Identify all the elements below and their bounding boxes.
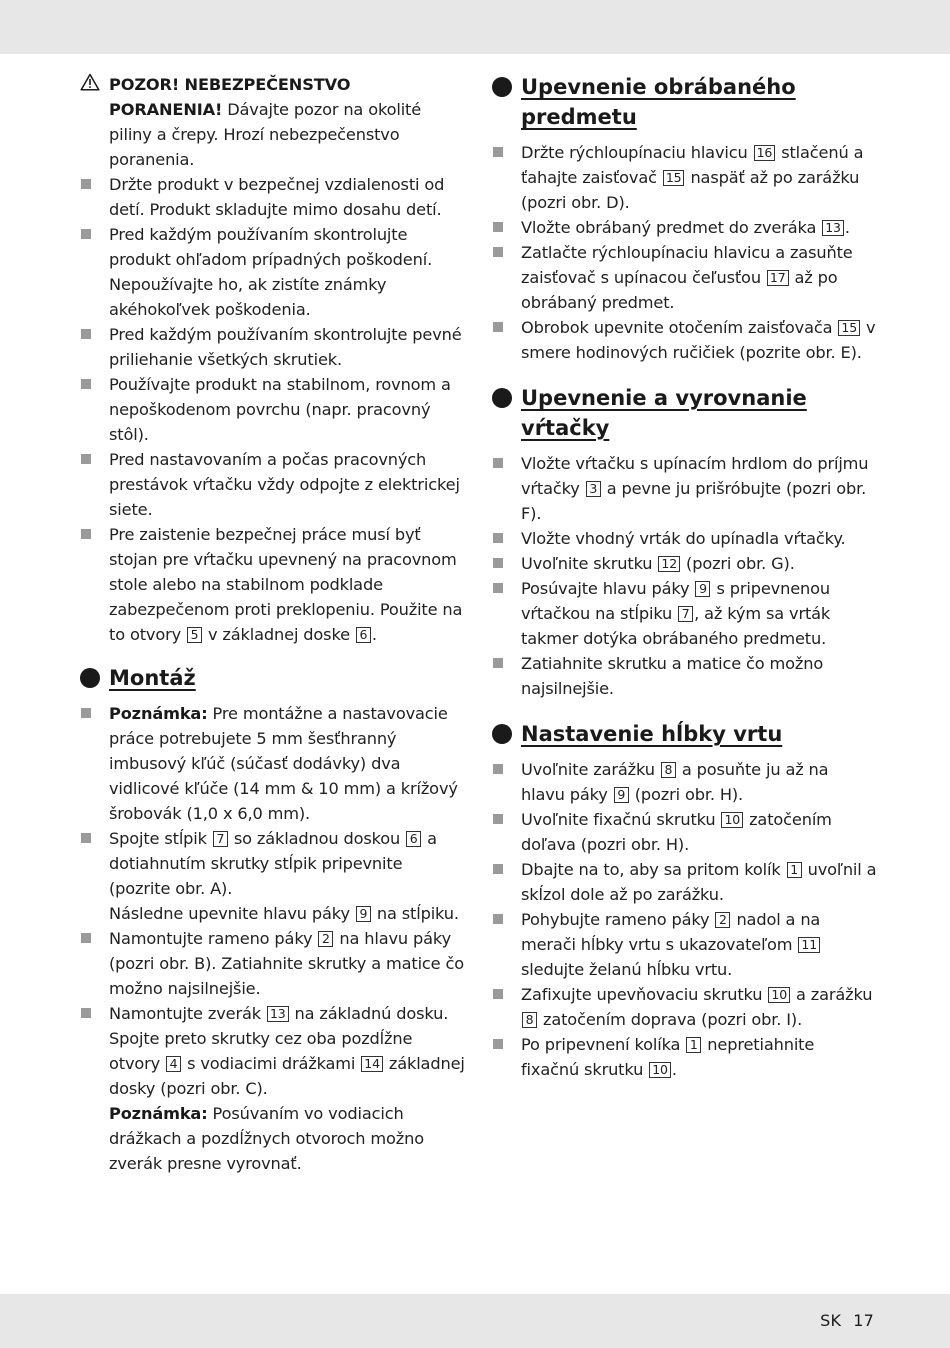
part-number: 13 bbox=[822, 220, 844, 236]
bullet-dot-icon bbox=[80, 668, 100, 688]
left-column bbox=[80, 72, 465, 1176]
footer-band bbox=[0, 1294, 950, 1348]
list-item-continuation: Následne upevnite hlavu páky 9 na stĺpiku. bbox=[109, 904, 459, 923]
part-number: 10 bbox=[768, 987, 790, 1003]
list-item: Pred každým používaním skontrolujte pevné priliehanie všetkých skrutiek. bbox=[80, 322, 465, 372]
part-number: 6 bbox=[356, 627, 371, 643]
list-item: Posúvajte hlavu páky 9 s pripevnenou vŕtačkou na stĺpiku 7 , až kým sa vrták takmer dotýka obrábaného predmetu. bbox=[492, 576, 877, 651]
list-item: Po pripevnení kolíka 1 nepretiahnite fixačnú skrutku 10 . bbox=[492, 1032, 877, 1082]
list-item: Pohybujte rameno páky 2 nadol a na merači hĺbky vrtu s ukazovateľom 11 sledujte želanú hĺbku vrtu. bbox=[492, 907, 877, 982]
part-number: 1 bbox=[686, 1037, 701, 1053]
warning-title: POZOR! NEBEZPEČENSTVO PORANENIA! bbox=[109, 75, 351, 119]
language-code: SK bbox=[820, 1311, 842, 1330]
bullet-dot-icon bbox=[492, 724, 512, 744]
part-number: 11 bbox=[798, 937, 820, 953]
list-item: Namontujte rameno páky 2 na hlavu páky (pozri obr. B). Zatiahnite skrutky a matice čo možno najsilnejšie. bbox=[80, 926, 465, 1001]
list-item: Uvoľnite zarážku 8 a posuňte ju až na hlavu páky 9 (pozri obr. H). bbox=[492, 757, 877, 807]
list-item: Uvoľnite skrutku 12 (pozri obr. G). bbox=[492, 551, 877, 576]
part-number: 17 bbox=[767, 270, 789, 286]
part-number: 2 bbox=[318, 931, 333, 947]
list-item: Zatlačte rýchloupínaciu hlavicu a zasuňte zaisťovač s upínacou čeľusťou 17 až po obrábaný predmet. bbox=[492, 240, 877, 315]
part-number: 8 bbox=[522, 1012, 537, 1028]
page-footer bbox=[820, 1311, 874, 1330]
warning-notice bbox=[80, 72, 465, 172]
note-item: Poznámka: Pre montážne a nastavovacie práce potrebujete 5 mm šesťhranný imbusový kľúč (súčasť dodávky) dva vidlicové kľúče (14 mm & 10 mm) a krížový šrobovák (1,0 x 6,0 mm). bbox=[80, 701, 465, 826]
part-number: 9 bbox=[695, 581, 710, 597]
list-item: Pre zaistenie bezpečnej práce musí byť stojan pre vŕtačku upevnený na pracovnom stole alebo na stabilnom podklade zabezpečenom proti preklopeniu. Použite na to otvory 5 v základnej doske 6 . bbox=[80, 522, 465, 647]
part-number: 12 bbox=[658, 556, 680, 572]
part-number: 2 bbox=[715, 912, 730, 928]
section-heading-montaz: Montáž bbox=[80, 663, 465, 693]
section-heading-upevnenie-predmetu: Upevnenie obrábaného predmetu bbox=[492, 72, 877, 132]
list-item: Uvoľnite fixačnú skrutku 10 zatočením doľava (pozri obr. H). bbox=[492, 807, 877, 857]
part-number: 5 bbox=[187, 627, 202, 643]
part-number: 1 bbox=[787, 862, 802, 878]
list-item: Dbajte na to, aby sa pritom kolík 1 uvoľnil a skĺzol dole až po zarážku. bbox=[492, 857, 877, 907]
list-item: Namontujte zverák 13 na základnú dosku. Spojte preto skrutky cez oba pozdĺžne otvory 4 s vodiacimi drážkami 14 základnej dosky (pozri obr. C). bbox=[80, 1001, 465, 1101]
list-item: Spojte stĺpik 7 so základnou doskou 6 a dotiahnutím skrutky stĺpik pripevnite (pozrite obr. A). bbox=[80, 826, 465, 901]
section-heading-upevnenie-vrtacky: Upevnenie a vyrovnanie vŕtačky bbox=[492, 383, 877, 443]
section-heading-hlbka-vrtu: Nastavenie hĺbky vrtu bbox=[492, 719, 877, 749]
list-item: Používajte produkt na stabilnom, rovnom a nepoškodenom povrchu (napr. pracovný stôl). bbox=[80, 372, 465, 447]
list-item: Zatiahnite skrutku a matice čo možno najsilnejšie. bbox=[492, 651, 877, 701]
note-item: Poznámka: Posúvaním vo vodiacich drážkach a pozdĺžnych otvoroch možno zverák presne vyrovnať. bbox=[109, 1104, 424, 1173]
part-number: 15 bbox=[838, 320, 860, 336]
page-number: 17 bbox=[853, 1311, 874, 1330]
part-number: 10 bbox=[721, 812, 743, 828]
list-item: Držte produkt v bezpečnej vzdialenosti od detí. Produkt skladujte mimo dosahu detí. bbox=[80, 172, 465, 222]
list-item: Zafixujte upevňovaciu skrutku 10 a zarážku 8 zatočením doprava (pozri obr. I). bbox=[492, 982, 877, 1032]
warning-text: Dávajte pozor na okolité piliny a črepy. Hrozí nebezpečenstvo poranenia. bbox=[109, 100, 422, 169]
bullet-dot-icon bbox=[492, 77, 512, 97]
part-number: 13 bbox=[267, 1006, 289, 1022]
part-number: 7 bbox=[678, 606, 693, 622]
part-number: 4 bbox=[166, 1056, 181, 1072]
list-item: Pred každým používaním skontrolujte produkt ohľadom prípadných poškodení. Nepoužívajte ho, ak zistíte známky akéhokoľvek poškodenia. bbox=[80, 222, 465, 322]
list-item: Pred nastavovaním a počas pracovných prestávok vŕtačku vždy odpojte z elektrickej siete. bbox=[80, 447, 465, 522]
list-item: Obrobok upevnite otočením zaisťovača 15 v smere hodinových ručičiek (pozrite obr. E). bbox=[492, 315, 877, 365]
part-number: 8 bbox=[661, 762, 676, 778]
list-item: Vložte obrábaný predmet do zveráka 13 . bbox=[492, 215, 877, 240]
part-number: 3 bbox=[586, 481, 601, 497]
part-number: 7 bbox=[213, 831, 228, 847]
part-number: 10 bbox=[649, 1062, 671, 1078]
part-number: 6 bbox=[406, 831, 421, 847]
part-number: 15 bbox=[663, 170, 685, 186]
right-column bbox=[492, 72, 877, 1082]
bullet-dot-icon bbox=[492, 388, 512, 408]
list-item: Vložte vŕtačku s upínacím hrdlom do príjmu vŕtačky 3 a pevne ju prišróbujte (pozri obr. F). bbox=[492, 451, 877, 526]
list-item: Držte rýchloupínaciu hlavicu 16 stlačenú a ťahajte zaisťovač 15 naspäť až po zarážku (pozri obr. D). bbox=[492, 140, 877, 215]
part-number: 16 bbox=[754, 145, 776, 161]
warning-triangle-icon bbox=[80, 73, 100, 91]
part-number: 9 bbox=[614, 787, 629, 803]
part-number: 9 bbox=[356, 906, 371, 922]
part-number: 14 bbox=[361, 1056, 383, 1072]
list-item: Vložte vhodný vrták do upínadla vŕtačky. bbox=[492, 526, 877, 551]
header-band bbox=[0, 0, 950, 54]
